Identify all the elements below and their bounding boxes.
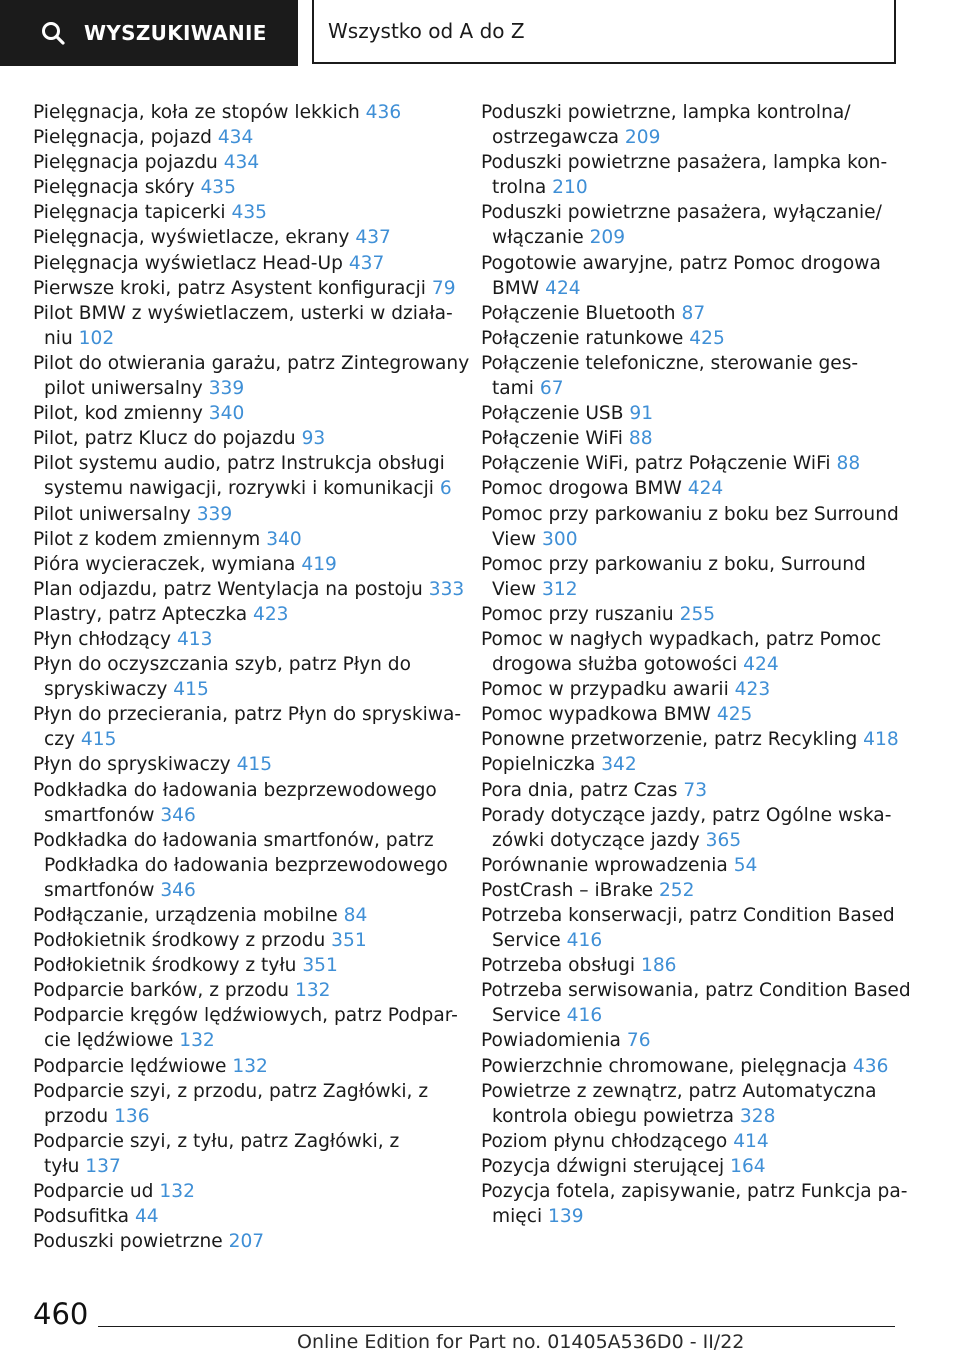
index-entry-text: ostrzegawcza [492, 127, 619, 149]
top-bar [0, 0, 960, 66]
index-entry-text: Podłączanie, urządzenia mobilne [33, 905, 338, 926]
index-entry [481, 301, 921, 326]
page-link[interactable]: 434 [217, 127, 254, 149]
index-entry-text: Pilot systemu audio, patrz Instrukcja obsługi [33, 453, 445, 475]
index-entry-text: Pomoc przy parkowaniu z boku bez Surround [481, 503, 899, 525]
index-entry [481, 752, 921, 777]
index-entry [33, 652, 453, 702]
index-entry-text: pilot uniwersalny [44, 378, 203, 400]
page-link[interactable]: 416 [566, 930, 603, 952]
index-entry-text: BMW [492, 277, 540, 299]
page-link[interactable]: 351 [331, 930, 367, 952]
index-entry-text: Porównanie wprowadzenia [481, 854, 728, 876]
index-entry [481, 903, 921, 953]
index-entry-text: Pióra wycieraczek, wymiana [33, 553, 296, 575]
index-entry-text: drogowa służba gotowości [492, 654, 738, 676]
page-link[interactable]: 415 [236, 754, 273, 776]
index-entry [481, 677, 921, 702]
index-entry [33, 1054, 453, 1079]
index-entry-text: niu [44, 327, 73, 349]
index-entry-text: Pielęgnacja, wyświetlacze, ekrany [33, 227, 350, 249]
index-entry-text: Podsufitka [33, 1206, 130, 1228]
index-entry-text: Połączenie WiFi, patrz Połączenie WiFi [481, 453, 831, 475]
index-entry-text: Połączenie ratunkowe [481, 327, 684, 349]
page-link[interactable]: 425 [689, 327, 725, 349]
page-link[interactable]: 207 [228, 1231, 265, 1253]
index-entry-text: Pilot do otwierania garażu, patrz Zintegrowany [33, 352, 470, 374]
index-entry-text: Podparcie szyi, z tyłu, patrz Zagłówki, z [33, 1130, 400, 1152]
index-entry-text: Powietrze z zewnątrz, patrz Automatyczna [481, 1080, 877, 1102]
index-entry [33, 301, 453, 351]
page-link[interactable]: 424 [687, 478, 724, 500]
page-link[interactable]: 164 [730, 1155, 766, 1177]
index-entry-text: przodu [44, 1105, 109, 1127]
page-link[interactable]: 437 [355, 227, 391, 249]
index-entry-text: Powiadomienia [481, 1030, 621, 1052]
page-link[interactable]: 328 [739, 1105, 776, 1127]
page-link[interactable]: 300 [542, 528, 578, 550]
index-entry [33, 401, 453, 426]
page-link[interactable]: 44 [134, 1206, 159, 1228]
index-entry-text: Pozycja fotela, zapisywanie, patrz Funkcja pa- [481, 1181, 908, 1203]
index-entry [33, 778, 453, 828]
index-entry [481, 878, 921, 903]
index-entry-text: Pomoc drogowa BMW [481, 478, 682, 500]
page-link[interactable]: 419 [301, 553, 337, 575]
page-link[interactable]: 6 [439, 478, 452, 500]
search-button[interactable] [0, 0, 298, 66]
page-link[interactable]: 102 [78, 327, 115, 349]
index-entry-text: Pomoc przy ruszaniu [481, 603, 674, 625]
index-column-right [481, 100, 921, 1229]
page-link[interactable]: 346 [160, 804, 196, 826]
index-entry [33, 828, 453, 903]
page-link[interactable]: 73 [683, 779, 708, 801]
page-link[interactable]: 67 [539, 378, 564, 400]
page-link[interactable]: 132 [159, 1181, 195, 1203]
index-entry-text: Pomoc w przypadku awarii [481, 679, 729, 701]
index-entry-text: Pogotowie awaryjne, patrz Pomoc drogowa [481, 252, 881, 274]
index-entry [481, 727, 921, 752]
index-entry [481, 1028, 921, 1053]
index-entry-text: Poduszki powietrzne pasażera, wyłączanie/ [481, 202, 882, 224]
index-entry [33, 125, 453, 150]
page-link[interactable]: 137 [85, 1155, 121, 1177]
index-entry-text: Pilot BMW z wyświetlaczem, usterki w działa- [33, 302, 453, 324]
index-entry [481, 100, 921, 150]
index-entry-text: mięci [492, 1206, 543, 1228]
index-entry-text: trolna [492, 177, 547, 199]
index-entry [33, 150, 453, 175]
page-link[interactable]: 84 [343, 905, 368, 926]
index-entry-text: View [492, 578, 537, 600]
page-link[interactable]: 423 [734, 679, 771, 701]
index-entry-text: Podparcie barków, z przodu [33, 980, 290, 1002]
index-entry-text: Podparcie szyi, z przodu, patrz Zagłówki, z [33, 1080, 429, 1102]
index-entry [33, 1179, 453, 1204]
index-entry-text: Podłokietnik środkowy z przodu [33, 930, 326, 952]
index-entry [33, 702, 462, 752]
index-entry-text: włączanie [492, 227, 584, 249]
index-entry-text: Poziom płynu chłodzącego [481, 1130, 728, 1152]
index-entry [33, 1079, 453, 1129]
page-link[interactable]: 88 [836, 453, 861, 475]
page-link[interactable]: 424 [545, 277, 581, 299]
index-entry-text: View [492, 528, 537, 550]
page-link[interactable]: 209 [624, 127, 661, 149]
index-entry-text: Połączenie telefoniczne, sterowanie ges- [481, 352, 859, 374]
index-entry-text: smartfonów [44, 804, 155, 826]
index-entry-text: Potrzeba obsługi [481, 955, 636, 977]
page-link[interactable]: 136 [114, 1105, 150, 1127]
index-entry-text: Porady dotyczące jazdy, patrz Ogólne wska- [481, 804, 892, 826]
page-link[interactable]: 346 [160, 879, 196, 901]
index-entry-text: smartfonów [44, 879, 155, 901]
index-entry-text: Potrzeba konserwacji, patrz Condition Based [481, 905, 895, 926]
index-entry-text: Popielniczka [481, 754, 596, 776]
index-entry [481, 476, 921, 501]
page-link[interactable]: 435 [200, 177, 236, 199]
index-entry [481, 1079, 921, 1129]
index-entry [33, 903, 453, 928]
index-entry [33, 627, 453, 652]
index-entry [33, 426, 453, 451]
index-entry [33, 175, 453, 200]
page-link[interactable]: 132 [232, 1055, 268, 1077]
index-entry [33, 1204, 453, 1229]
index-entry-text: Płyn do oczyszczania szyb, patrz Płyn do [33, 654, 411, 676]
page-link[interactable]: 132 [295, 980, 331, 1002]
page-link[interactable]: 424 [743, 654, 779, 676]
index-entry [481, 150, 921, 200]
page-link[interactable]: 423 [253, 603, 289, 625]
page-link[interactable]: 252 [658, 879, 695, 901]
index-entry-text: spryskiwaczy [44, 679, 168, 701]
index-entry [33, 225, 453, 250]
page-link[interactable]: 435 [231, 202, 268, 224]
index-entry [481, 627, 921, 677]
page-link[interactable]: 425 [716, 704, 753, 726]
index-entry [33, 978, 453, 1003]
page-link[interactable]: 340 [266, 528, 302, 550]
page-link[interactable]: 415 [173, 679, 209, 701]
page-link[interactable]: 139 [548, 1206, 584, 1228]
page-link[interactable]: 342 [601, 754, 637, 776]
index-entry-text: Pilot uniwersalny [33, 503, 191, 525]
page-link[interactable]: 210 [552, 177, 588, 199]
index-entry-text: Podkładka do ładowania bezprzewodowego [44, 854, 448, 876]
footer-divider [98, 1326, 895, 1327]
index-entry-text: PostCrash – iBrake [481, 879, 654, 901]
index-entry-text: Podłokietnik środkowy z tyłu [33, 955, 297, 977]
index-entry-text: Połączenie Bluetooth [481, 302, 676, 324]
index-entry [481, 502, 921, 552]
index-entry-text: Powierzchnie chromowane, pielęgnacja [481, 1055, 847, 1077]
index-entry-text: Potrzeba serwisowania, patrz Condition Based [481, 980, 911, 1002]
index-entry-text: tyłu [44, 1155, 80, 1177]
page-link[interactable]: 333 [428, 578, 465, 600]
index-entry [33, 100, 453, 125]
index-entry [481, 1054, 921, 1079]
index-entry-text: Pielęgnacja pojazdu [33, 152, 218, 174]
index-entry-text: Podparcie kręgów lędźwiowych, patrz Podpar- [33, 1005, 458, 1027]
page-link[interactable]: 365 [705, 829, 742, 851]
index-entry [33, 752, 453, 777]
page-link[interactable]: 339 [208, 378, 245, 400]
index-entry [33, 577, 465, 602]
index-entry [481, 401, 921, 426]
index-entry [33, 1229, 453, 1254]
index-entry-text: Pielęgnacja wyświetlacz Head-Up [33, 252, 343, 274]
page-link[interactable]: 339 [196, 503, 233, 525]
index-entry [33, 552, 453, 577]
index-entry-text: Połączenie USB [481, 403, 624, 425]
index-entry-text: Pielęgnacja, pojazd [33, 127, 212, 149]
index-entry [33, 276, 456, 301]
index-entry [33, 200, 453, 225]
index-entry [481, 326, 921, 351]
index-entry-text: Plan odjazdu, patrz Wentylacja na postoju [33, 578, 423, 600]
page-link[interactable]: 87 [681, 302, 706, 324]
page-link[interactable]: 414 [733, 1130, 769, 1152]
index-entry [481, 803, 921, 853]
breadcrumb[interactable] [312, 0, 896, 64]
index-entry-text: Pilot, kod zmienny [33, 403, 203, 425]
page-link[interactable]: 436 [365, 102, 402, 123]
page-link[interactable]: 91 [629, 403, 654, 425]
index-entry [33, 1129, 453, 1179]
index-entry [481, 426, 921, 451]
index-entry [481, 978, 921, 1028]
index-entry [481, 602, 921, 627]
index-entry-text: Pierwsze kroki, patrz Asystent konfiguracji [33, 277, 426, 299]
index-entry-text: systemu nawigacji, rozrywki i komunikacji [44, 478, 434, 500]
page-link[interactable]: 418 [863, 729, 899, 751]
index-entry [481, 351, 921, 401]
index-entry-text: Płyn do spryskiwaczy [33, 754, 231, 776]
index-entry [481, 251, 921, 301]
index-entry [481, 200, 921, 250]
index-entry [481, 778, 921, 803]
page-link[interactable]: 209 [589, 227, 626, 249]
index-entry [481, 953, 921, 978]
page-link[interactable]: 312 [542, 578, 578, 600]
index-entry [481, 451, 921, 476]
index-entry-text: Płyn chłodzący [33, 628, 172, 650]
index-entry-text: Podparcie lędźwiowe [33, 1055, 227, 1077]
index-entry [481, 1154, 921, 1179]
index-entry [33, 1003, 458, 1053]
page-link[interactable]: 437 [348, 252, 385, 274]
index-entry-text: Pomoc wypadkowa BMW [481, 704, 711, 726]
page-link[interactable]: 88 [628, 428, 653, 450]
index-entry-text: zówki dotyczące jazdy [492, 829, 700, 851]
index-entry [481, 853, 921, 878]
search-icon [40, 20, 66, 46]
index-entry-text: Podkładka do ładowania bezprzewodowego [33, 779, 437, 801]
index-entry-text: Pilot z kodem zmiennym [33, 528, 261, 550]
page-link[interactable]: 132 [179, 1030, 215, 1052]
index-entry [33, 953, 453, 978]
index-entry-text: Pozycja dźwigni sterującej [481, 1155, 725, 1177]
index-entry [481, 552, 921, 602]
index-entry [481, 702, 921, 727]
page-link[interactable]: 415 [80, 729, 117, 751]
index-entry [33, 928, 453, 953]
index-entry [33, 602, 453, 627]
index-entry-text: Pielęgnacja skóry [33, 177, 195, 199]
index-entry-text: Pomoc w nagłych wypadkach, patrz Pomoc [481, 628, 882, 650]
page-link[interactable]: 93 [301, 428, 326, 450]
index-entry-text: Pilot, patrz Klucz do pojazdu [33, 428, 296, 450]
index-entry [33, 351, 470, 401]
index-entry-text: Plastry, patrz Apteczka [33, 603, 248, 625]
index-entry-text: Podkładka do ładowania smartfonów, patrz [33, 829, 434, 851]
page-link[interactable]: 186 [641, 955, 677, 977]
index-entry [33, 527, 453, 552]
page-link[interactable]: 54 [733, 854, 758, 876]
page-link[interactable]: 340 [208, 403, 245, 425]
index-entry [33, 251, 453, 276]
index-entry-text: Połączenie WiFi [481, 428, 623, 450]
index-entry-text: kontrola obiegu powietrza [492, 1105, 734, 1127]
index-entry-text: Service [492, 930, 561, 952]
index-entry-text: Podparcie ud [33, 1181, 154, 1203]
page-link[interactable]: 416 [566, 1005, 603, 1027]
index-entry [33, 502, 453, 527]
index-entry-text: Poduszki powietrzne, lampka kontrolna/ [481, 102, 851, 123]
page-link[interactable]: 436 [852, 1055, 889, 1077]
page-link[interactable]: 434 [223, 152, 260, 174]
page-link[interactable]: 351 [302, 955, 338, 977]
index-entry-text: Płyn do przecierania, patrz Płyn do spryskiwa- [33, 704, 462, 726]
page-link[interactable]: 413 [176, 628, 213, 650]
index-entry-text: Pomoc przy parkowaniu z boku, Surround [481, 553, 866, 575]
page-link[interactable]: 76 [626, 1030, 651, 1052]
index-entry-text: Ponowne przetworzenie, patrz Recykling [481, 729, 858, 751]
index-entry-text: Poduszki powietrzne pasażera, lampka kon- [481, 152, 888, 174]
index-entry-text: Pielęgnacja, koła ze stopów lekkich [33, 102, 360, 123]
search-label: WYSZUKIWANIE [84, 21, 267, 45]
breadcrumb-text: Wszystko od A do Z [328, 19, 525, 43]
index-entry-text: Pora dnia, patrz Czas [481, 779, 678, 801]
index-entry-text: Pielęgnacja tapicerki [33, 202, 226, 224]
page-number: 460 [33, 1297, 89, 1331]
footer-edition: Online Edition for Part no. 01405A536D0 - II/22 [297, 1331, 745, 1353]
index-column-left [33, 100, 470, 1254]
index-entry [33, 451, 453, 501]
index-entry [481, 1179, 921, 1229]
index-entry [481, 1129, 921, 1154]
index-entry-text: cie lędźwiowe [44, 1030, 174, 1052]
index-entry-text: Poduszki powietrzne [33, 1231, 223, 1253]
index-entry-text: czy [44, 729, 75, 751]
index-entry-text: Service [492, 1005, 561, 1027]
page-link[interactable]: 79 [431, 277, 456, 299]
page-link[interactable]: 255 [679, 603, 716, 625]
index-entry-text: tami [492, 378, 534, 400]
